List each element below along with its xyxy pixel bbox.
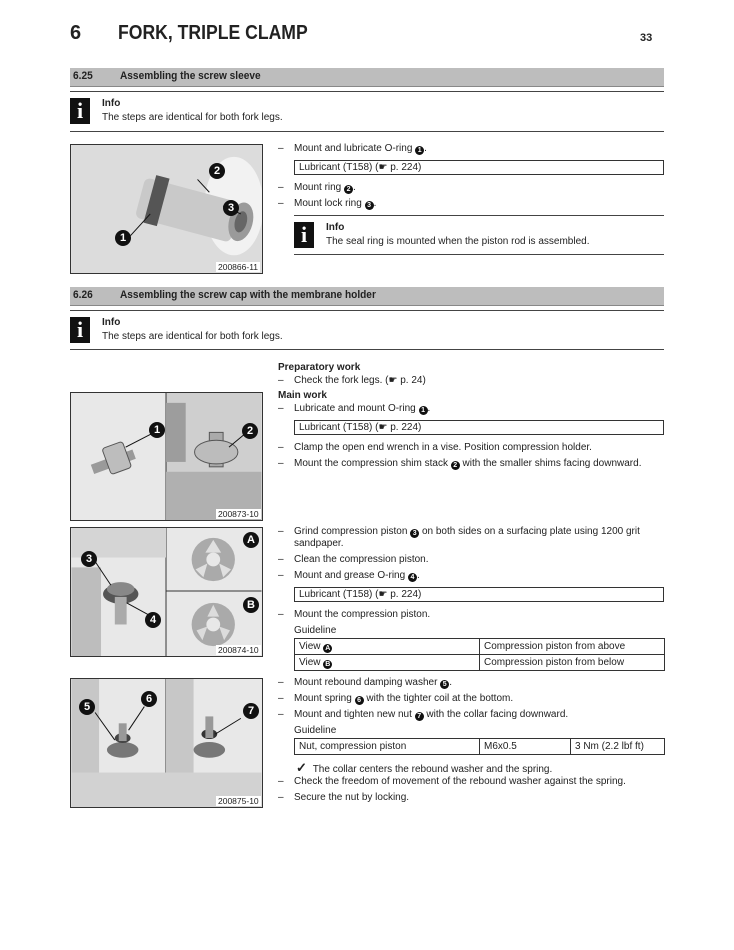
photo-code: 200866-11 (218, 262, 259, 272)
photo-compression-holder (70, 392, 263, 521)
step-clean-piston: – Clean the compression piston. (278, 554, 429, 565)
nut-table (294, 738, 665, 755)
nut-name-cell: Nut, compression piston (295, 739, 480, 755)
step-mount-spring: – Mount spring 6 with the tighter coil at the bottom. (278, 693, 514, 704)
step-mount-lock-ring: – Mount lock ring 3 . (278, 198, 377, 209)
page-number: 33 (640, 32, 653, 44)
desc-cell: Compression piston from below (480, 655, 665, 671)
photo-screw-sleeve (70, 144, 263, 274)
callout-4: 4 (145, 612, 161, 628)
lubricant-spec: Lubricant (T158) (☛ p. 224) (294, 160, 664, 175)
callout-2: 2 (209, 163, 225, 179)
info-text: The steps are identical for both fork legs. (102, 112, 283, 123)
compression-holder-illustration (71, 393, 262, 520)
divider (294, 215, 664, 216)
callout-7: 7 (243, 703, 259, 719)
callout-1: 1 (115, 230, 131, 246)
step-mount-shim-stack: – Mount the compression shim stack 2 with the smaller shims facing downward. (278, 458, 642, 469)
step-mount-piston: – Mount the compression piston. (278, 609, 431, 620)
ref-6-icon: 6 (355, 696, 364, 705)
section-title: Assembling the screw sleeve (120, 70, 261, 82)
check-result: ✓ The collar centers the rebound washer and the spring. (296, 760, 553, 775)
ref-2-icon: 2 (344, 185, 353, 194)
callout-3: 3 (81, 551, 97, 567)
ref-5-icon: 5 (440, 680, 449, 689)
section-title: Assembling the screw cap with the membrane holder (120, 289, 376, 301)
main-work-label: Main work (278, 390, 327, 401)
callout-1: 1 (149, 422, 165, 438)
callout-a: A (243, 532, 259, 548)
ref-a-icon: A (325, 644, 331, 652)
rebound-washer-illustration (71, 679, 262, 807)
chapter-title: FORK, TRIPLE CLAMP (118, 22, 308, 44)
divider (70, 349, 664, 350)
ref-3-icon: 3 (365, 201, 374, 210)
step-grind-piston: – Grind compression piston 3 on both sides on a surfacing plate using 1200 grit (278, 526, 640, 537)
divider (294, 254, 664, 255)
info-title: Info (326, 222, 345, 233)
nut-torque-cell: 3 Nm (2.2 lbf ft) (571, 739, 665, 755)
ref-7-icon: 7 (415, 712, 424, 721)
compression-piston-illustration (71, 528, 262, 656)
desc-cell: Compression piston from above (480, 639, 665, 655)
step-grind-piston-line2: sandpaper. (294, 538, 344, 549)
callout-6: 6 (141, 691, 157, 707)
view-cell: View B (295, 655, 480, 671)
photo-code: 200874-10 (218, 645, 259, 655)
step-clamp-wrench: – Clamp the open end wrench in a vise. Position compression holder. (278, 442, 592, 453)
step-lubricate-oring: – Lubricate and mount O-ring 1 . (278, 403, 431, 414)
divider (70, 91, 664, 92)
preparatory-work-label: Preparatory work (278, 362, 361, 373)
chapter-number: 6 (70, 22, 82, 44)
step-mount-washer: – Mount rebound damping washer 5 . (278, 677, 452, 688)
step-check-fork-legs: – Check the fork legs. (☛ p. 24) (278, 375, 426, 386)
step-grease-oring: – Mount and grease O-ring 4 . (278, 570, 420, 581)
ref-4-icon: 4 (408, 573, 417, 582)
callout-3: 3 (223, 200, 239, 216)
callout-5: 5 (79, 699, 95, 715)
step-mount-oring: – Mount and lubricate O-ring 1 . (278, 143, 427, 154)
info-icon: i (70, 98, 90, 124)
callout-2: 2 (242, 423, 258, 439)
section-number: 6.25 (73, 70, 93, 82)
ref-2-icon: 2 (451, 461, 460, 470)
photo-code: 200875-10 (218, 796, 259, 806)
lubricant-spec: Lubricant (T158) (☛ p. 224) (294, 587, 664, 602)
info-icon: i (294, 222, 314, 248)
section-heading-6-26 (70, 287, 664, 306)
divider (70, 310, 664, 311)
photo-code: 200873-10 (218, 509, 259, 519)
ref-1-icon: 1 (415, 146, 424, 155)
ref-1-icon: 1 (419, 406, 428, 415)
info-title: Info (102, 317, 121, 328)
divider (70, 131, 664, 132)
table-row (295, 639, 665, 655)
info-title: Info (102, 98, 121, 109)
nut-thread-cell: M6x0.5 (480, 739, 571, 755)
view-cell: View A (295, 639, 480, 655)
guideline-label: Guideline (294, 625, 337, 636)
photo-rebound-washer (70, 678, 263, 808)
ref-3-icon: 3 (410, 529, 419, 538)
step-check-freedom: – Check the freedom of movement of the rebound washer against the spring. (278, 776, 626, 787)
guideline-label: Guideline (294, 725, 337, 736)
info-text: The steps are identical for both fork legs. (102, 331, 283, 342)
lubricant-spec: Lubricant (T158) (☛ p. 224) (294, 420, 664, 435)
info-text: The seal ring is mounted when the piston rod is assembled. (326, 236, 590, 247)
section-heading-6-25 (70, 68, 664, 87)
ref-b-icon: B (325, 660, 331, 668)
step-secure-nut: – Secure the nut by locking. (278, 792, 410, 803)
checkmark-icon: ✓ (296, 760, 307, 775)
view-table (294, 638, 665, 671)
callout-b: B (243, 597, 259, 613)
photo-compression-piston (70, 527, 263, 657)
step-mount-ring: – Mount ring 2 . (278, 182, 356, 193)
section-number: 6.26 (73, 289, 93, 301)
info-icon: i (70, 317, 90, 343)
step-mount-nut: – Mount and tighten new nut 7 with the collar facing downward. (278, 709, 569, 720)
table-row (295, 655, 665, 671)
table-row (295, 739, 665, 755)
